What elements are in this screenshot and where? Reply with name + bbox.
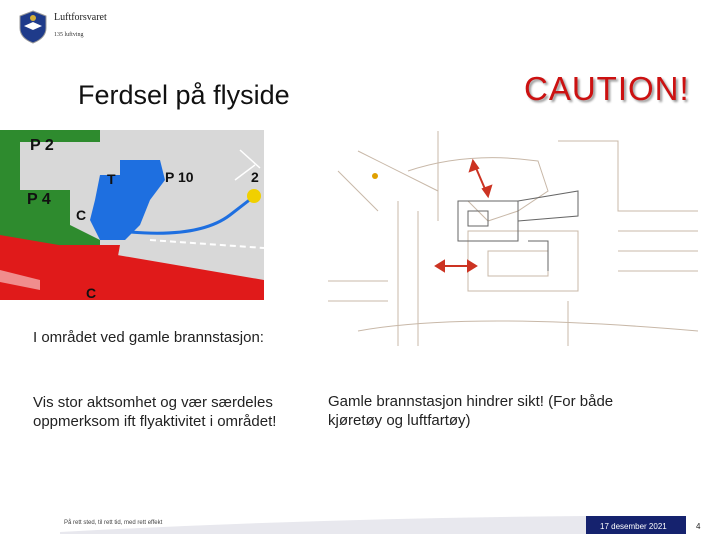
- label-c-upper: C: [76, 207, 87, 223]
- label-p4: P 4: [27, 191, 51, 208]
- footer-date: 17 desember 2021: [600, 522, 667, 531]
- label-t: T: [107, 171, 116, 187]
- airfield-map-right: [318, 131, 700, 346]
- label-p2: P 2: [30, 137, 54, 154]
- org-unit: 135 luftving: [54, 32, 84, 38]
- org-name: Luftforsvaret: [54, 12, 107, 23]
- air-force-emblem-icon: [18, 10, 48, 44]
- airfield-map-left: [0, 130, 264, 300]
- footer-motto: På rett sted, til rett tid, med rett effekt: [64, 520, 163, 526]
- position-marker: [247, 189, 261, 203]
- visibility-note: Gamle brannstasjon hindrer sikt! (For både kjøretøy og luftfartøy): [328, 393, 614, 429]
- label-2: 2: [251, 169, 259, 185]
- slide-title: Ferdsel på flyside: [78, 80, 290, 110]
- caution-label: CAUTION!: [524, 70, 690, 107]
- label-c-lower: C: [86, 285, 97, 300]
- label-p10: P 10: [165, 169, 194, 185]
- area-heading: I området ved gamle brannstasjon:: [33, 329, 264, 346]
- page-number: 4: [696, 522, 701, 531]
- warning-text: Vis stor aktsomhet og vær særdeles oppmerksom ift flyaktivitet i området!: [33, 394, 277, 430]
